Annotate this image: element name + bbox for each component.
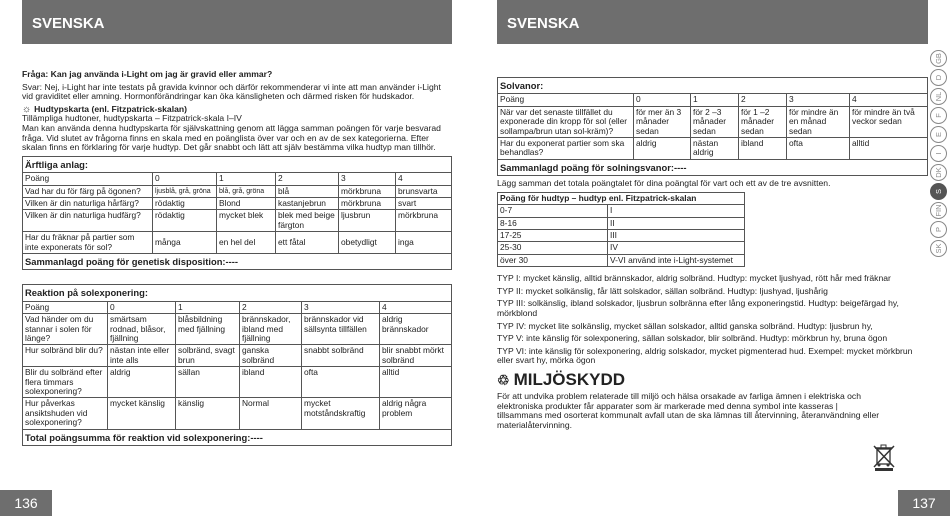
lang-tab-fin[interactable]: FIN [930, 202, 947, 219]
table-header-row: Poäng 0 1 2 3 4 [23, 301, 452, 313]
lang-tab-p[interactable]: P [930, 221, 947, 238]
faq-answer: Svar: Nej, i-Light har inte testats på gravida kvinnor och därför rekommenderar vi inte att man använder i-Light vid graviditet eller amning. Hormonförändringar kan öka känsligheten och därmed risken för hudskador. [22, 81, 441, 102]
lang-tab-f[interactable]: F [930, 107, 947, 124]
right-content [497, 77, 928, 433]
left-content [22, 70, 452, 446]
type-description: TYP V: inte känslig för solexponering, sällan solskador, blir solbränd. Hudtyp: mörkbrun hy, bruna ögon [497, 333, 888, 344]
genetic-title: Ärftliga anlag: [23, 156, 452, 172]
environment-text: För att undvika problem relaterade till miljö och hälsa orsakade av farliga ämnen i elektriska och elektroniska produkter får apparater som är markerade med denna symbol inte kasseras | tillsammans med osorterat kommunalt avfall utan de ska lämnas till återvinning, återanvändning eller materialåtervinning. [497, 391, 880, 430]
type-description: TYP III: solkänslig, ibland solskador, ljusbrun solbränna efter lång exponeringstid. Hudtyp: beigefärgad hy, mörkblond [497, 298, 899, 319]
table-row: över 30 V-VI använd inte i-Light-systemet [498, 254, 745, 266]
language-tabs [928, 50, 948, 257]
skin-intro: Tillämpliga hudtoner, hudtypskarta – Fitzpatrick-skala I–IV [22, 113, 242, 124]
lang-tab-s[interactable]: S [930, 183, 947, 200]
table-row: Hur solbränd blir du? nästan inte eller inte alls solbränd, svagt brun ganska solbränd snabbt solbränd blir snabbt mörkt solbränd [23, 345, 452, 367]
table-row: Blir du solbränd efter flera timmars solexponering? aldrig sällan ibland ofta alltid [23, 367, 452, 398]
skin-score-header: Poäng för hudtyp – hudtyp enl. Fitzpatrick-skalan [498, 192, 745, 204]
right-header: SVENSKA [497, 0, 928, 44]
table-row: Har du exponerat partier som ska behandlas? aldrig nästan aldrig ibland ofta alltid [498, 138, 928, 160]
lang-tab-e[interactable]: E [930, 126, 947, 143]
table-header-row: Poäng 0 1 2 3 4 [23, 173, 452, 185]
table-row: Har du fräknar på partier som inte exponerats för sol? många en hel del ett fåtal obetydligt inga [23, 232, 452, 254]
habits-sum: Sammanlagd poäng för solningsvanor:---- [498, 159, 928, 175]
table-row: Vad har du för färg på ögonen? ljusblå, grå, gröna blå, grå, gröna blå mörkbruna brunsvarta [23, 185, 452, 197]
sun-icon: ☼ [22, 103, 32, 115]
page-number: 137 [898, 490, 950, 516]
genetic-table [22, 156, 452, 271]
table-row: Vilken är din naturliga hårfärg? rödaktig Blond kastanjebrun mörkbruna svart [23, 197, 452, 209]
lang-tab-sk[interactable]: SK [930, 240, 947, 257]
genetic-sum: Sammanlagd poäng för genetisk disposition:---- [23, 254, 452, 270]
habits-table [497, 77, 928, 176]
table-row: Vilken är din naturliga hudfärg? rödaktig mycket blek blek med beige färgton ljusbrun mörkbruna [23, 210, 452, 232]
table-header-row: Poäng 0 1 2 3 4 [498, 94, 928, 106]
table-row: Hur påverkas ansiktshuden vid solexponering? mycket känslig känslig Normal mycket motståndskraftig aldrig några problem [23, 398, 452, 429]
faq-question: Fråga: Kan jag använda i-Light om jag är gravid eller ammar? [22, 69, 273, 79]
add-note: Lägg samman det totala poängtalet för dina poängtal för vart och ett av de tre avsnitten. [497, 178, 831, 189]
type-description: TYP II: mycket solkänslig, får lätt solskador, sällan solbränd. Hudtyp: ljushyad, ljushårig [497, 285, 828, 296]
right-page [475, 0, 950, 520]
table-row: 25-30 IV [498, 242, 745, 254]
type-description: TYP VI: inte känslig för solexponering, aldrig solskador, mycket pigmenterad hud. Exempel: mycket mörkbrun eller svart hy, mörka ögon [497, 345, 913, 366]
reaction-table [22, 284, 452, 446]
left-header: SVENSKA [22, 0, 452, 44]
table-row: Vad händer om du stannar i solen för länge? smärtsam rodnad, blåsor, fjällning blåsbildning med fjällning brännskador, ibland med fjällning brännskador vid sällsynta tillfällen aldrig brännskador [23, 314, 452, 345]
skin-body: Man kan använda denna hudtypskarta för självskattning genom att lägga samman poängen för varje besvarad fråga. Vid slutet av frågorna finns en skala med en poänglista över var och en av de sex kategorierna. Efter skalan finns en förklaring för varje hudtyp. Det går snabbt och lätt att själv bestämma vilka hudtyp man tillhör. [22, 122, 441, 153]
type-description: TYP IV: mycket lite solkänslig, mycket sällan solskador, alltid ganska solbränd. Hudtyp: ljusbrun hy, [497, 320, 873, 331]
lang-tab-nl[interactable]: NL [930, 88, 947, 105]
table-row: 8-16 II [498, 217, 745, 229]
lang-tab-i[interactable]: I [930, 145, 947, 162]
table-row: När var det senaste tillfället du exponerade din kropp för sol (eller sollampa/brun utan sol-kräm)? för mer än 3 månader sedan för 2 –3 månader sedan för 1 –2 månader sedan för mindre än en månad sedan för mindre än två veckor sedan [498, 106, 928, 137]
lang-tab-dk[interactable]: DK [930, 164, 947, 181]
skin-type-heading: ☼ Hudtypskarta (enl. Fitzpatrick-skalan) [22, 103, 187, 115]
reaction-sum: Total poängsumma för reaktion vid solexponering:---- [23, 429, 452, 445]
environment-heading: ♲ MILJÖSKYDD [497, 370, 626, 390]
crossed-bin-icon [871, 443, 897, 471]
table-row: 17-25 III [498, 230, 745, 242]
table-row: 0-7 I [498, 205, 745, 217]
reaction-title: Reaktion på solexponering: [23, 285, 452, 301]
page-number: 136 [0, 490, 52, 516]
skin-type-score-table [497, 192, 745, 267]
lang-tab-d[interactable]: D [930, 69, 947, 86]
lang-tab-gb[interactable]: GB [930, 50, 947, 67]
recycle-icon: ♲ [497, 372, 510, 389]
habits-title: Solvanor: [498, 78, 928, 94]
type-description: TYP I: mycket känslig, alltid brännskador, aldrig solbränd. Hudtyp: mycket ljushyad, rött hår med fräknar [497, 273, 891, 284]
